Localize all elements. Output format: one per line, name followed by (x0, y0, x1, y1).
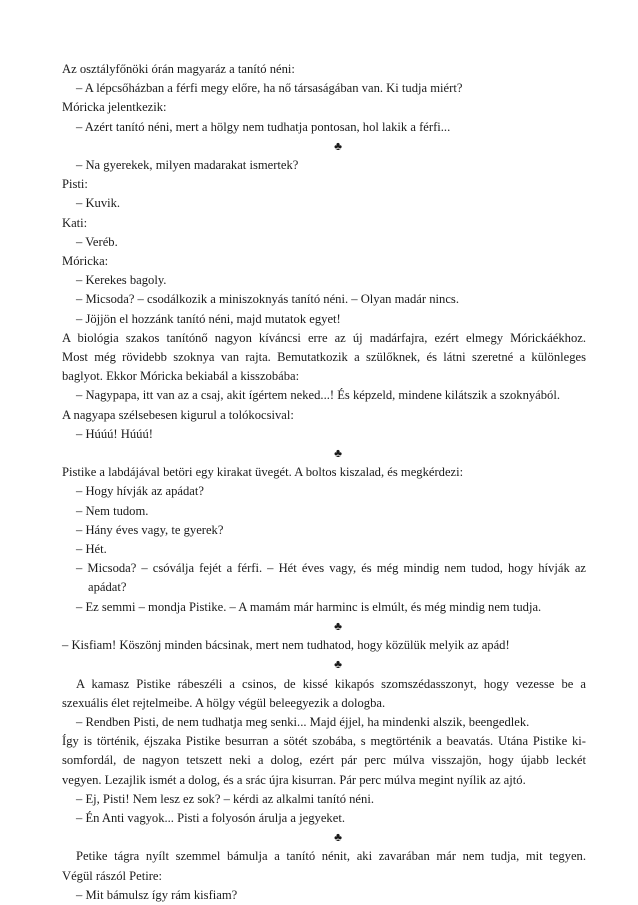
text-line: baglyot. Ekkor Móricka bekiabál a kisszobába: (62, 369, 300, 384)
text-line: szexuális élet rejtelmeibe. A hölgy végül beleegyezik a dologba. (62, 695, 386, 710)
text-line: Kati: (62, 215, 88, 230)
text-line: Végül rászól Petire: (62, 868, 163, 883)
dialogue-line: – Húúú! Húúú! (76, 426, 153, 441)
dialogue-line: – Mit bámulsz így rám kisfiam? (76, 887, 238, 902)
dialogue-line: – Nagypapa, itt van az a csaj, akit ígértem neked...! És képzeld, mindene kilátszik a szoknyából. (76, 388, 560, 403)
club-suit-icon: ♣ (334, 138, 342, 153)
text-line: A kamasz Pistike rábeszéli a csinos, de kissé kikapós szomszédasszonyt, hogy vezesse be a (76, 676, 586, 691)
dialogue-line: – Jöjjön el hozzánk tanító néni, majd mutatok egyet! (76, 311, 341, 326)
dialogue-line: – Ej, Pisti! Nem lesz ez sok? – kérdi az alkalmi tanító néni. (76, 791, 374, 806)
dialogue-line: – Hány éves vagy, te gyerek? (76, 522, 224, 537)
dialogue-line: apádat? (88, 580, 127, 595)
dialogue-line: – Veréb. (76, 234, 118, 249)
dialogue-line: – Ez semmi – mondja Pistike. – A mamám már harminc is elmúlt, és még mindig nem tudja. (76, 599, 542, 614)
dialogue-line: – A lépcsőházban a férfi megy előre, ha nő társaságában van. Ki tudja miért? (76, 81, 463, 96)
text-line: A nagyapa szélsebesen kigurul a tolókocsival: (62, 407, 294, 422)
section-separator (62, 655, 586, 674)
dialogue-line: – Na gyerekek, milyen madarakat ismertek? (76, 158, 299, 173)
text-line: Móricka: (62, 254, 109, 269)
text-line: Pisti: (62, 177, 88, 192)
dialogue-line: – Micsoda? – csóválja fejét a férfi. – Hét éves vagy, és még mindig nem tudod, hogy hívják az (76, 561, 586, 576)
dialogue-line: – Én Anti vagyok... Pisti a folyosón árulja a jegyeket. (76, 810, 345, 825)
dialogue-line: – Rendben Pisti, de nem tudhatja meg senki... Majd éjjel, ha mindenki alszik, beengedlek. (76, 714, 530, 729)
section-separator (62, 444, 586, 463)
text-line: – Kisfiam! Köszönj minden bácsinak, mert nem tudhatod, hogy közülük melyik az apád! (62, 638, 510, 653)
section-separator (62, 828, 586, 847)
club-suit-icon: ♣ (334, 830, 342, 845)
dialogue-line: – Kerekes bagoly. (76, 273, 167, 288)
section-separator (62, 617, 586, 636)
text-line: Így is történik, éjszaka Pistike besurran a sötét szobába, s megtörténik a beavatás. Utána Pistike ki- (62, 734, 586, 749)
text-line: A biológia szakos tanítónő nagyon kíváncsi erre az új madárfajra, ezért elmegy Mórickáékhoz. (62, 330, 586, 345)
document-page (62, 60, 586, 905)
text-line: somfordál, de nagyon tetszett neki a dolog, ezért pár perc múlva visszajön, hogy újabb leckét (62, 753, 586, 768)
dialogue-line: – Azért tanító néni, mert a hölgy nem tudhatja pontosan, hol lakik a férfi... (76, 119, 451, 134)
club-suit-icon: ♣ (334, 446, 342, 461)
text-line: Pistike a labdájával betöri egy kirakat üvegét. A boltos kiszalad, és megkérdezi: (62, 465, 464, 480)
text-line: Petike tágra nyílt szemmel bámulja a tanító nénit, aki zavarában már nem tudja, mit tegyen. (76, 849, 586, 864)
text-line: Az osztályfőnöki órán magyaráz a tanító néni: (62, 62, 295, 76)
dialogue-line: – Kuvik. (76, 196, 121, 211)
text-line: vegyen. Lezajlik ismét a dolog, és a srác újra kisurran. Pár perc múlva megint nyílik az ajtó. (62, 772, 526, 787)
dialogue-line: – Hét. (76, 542, 107, 557)
section-separator (62, 137, 586, 156)
dialogue-line: – Nem tudom. (76, 503, 149, 518)
club-suit-icon: ♣ (334, 657, 342, 672)
text-line: Most még rövidebb szoknya van rajta. Bemutatkozik a szülőknek, és látni szeretné a különleges (62, 350, 586, 365)
club-suit-icon: ♣ (334, 618, 342, 633)
dialogue-line: – Micsoda? – csodálkozik a miniszoknyás tanító néni. – Olyan madár nincs. (76, 292, 459, 307)
dialogue-line: – Hogy hívják az apádat? (76, 484, 204, 499)
text-line: Móricka jelentkezik: (62, 100, 167, 115)
